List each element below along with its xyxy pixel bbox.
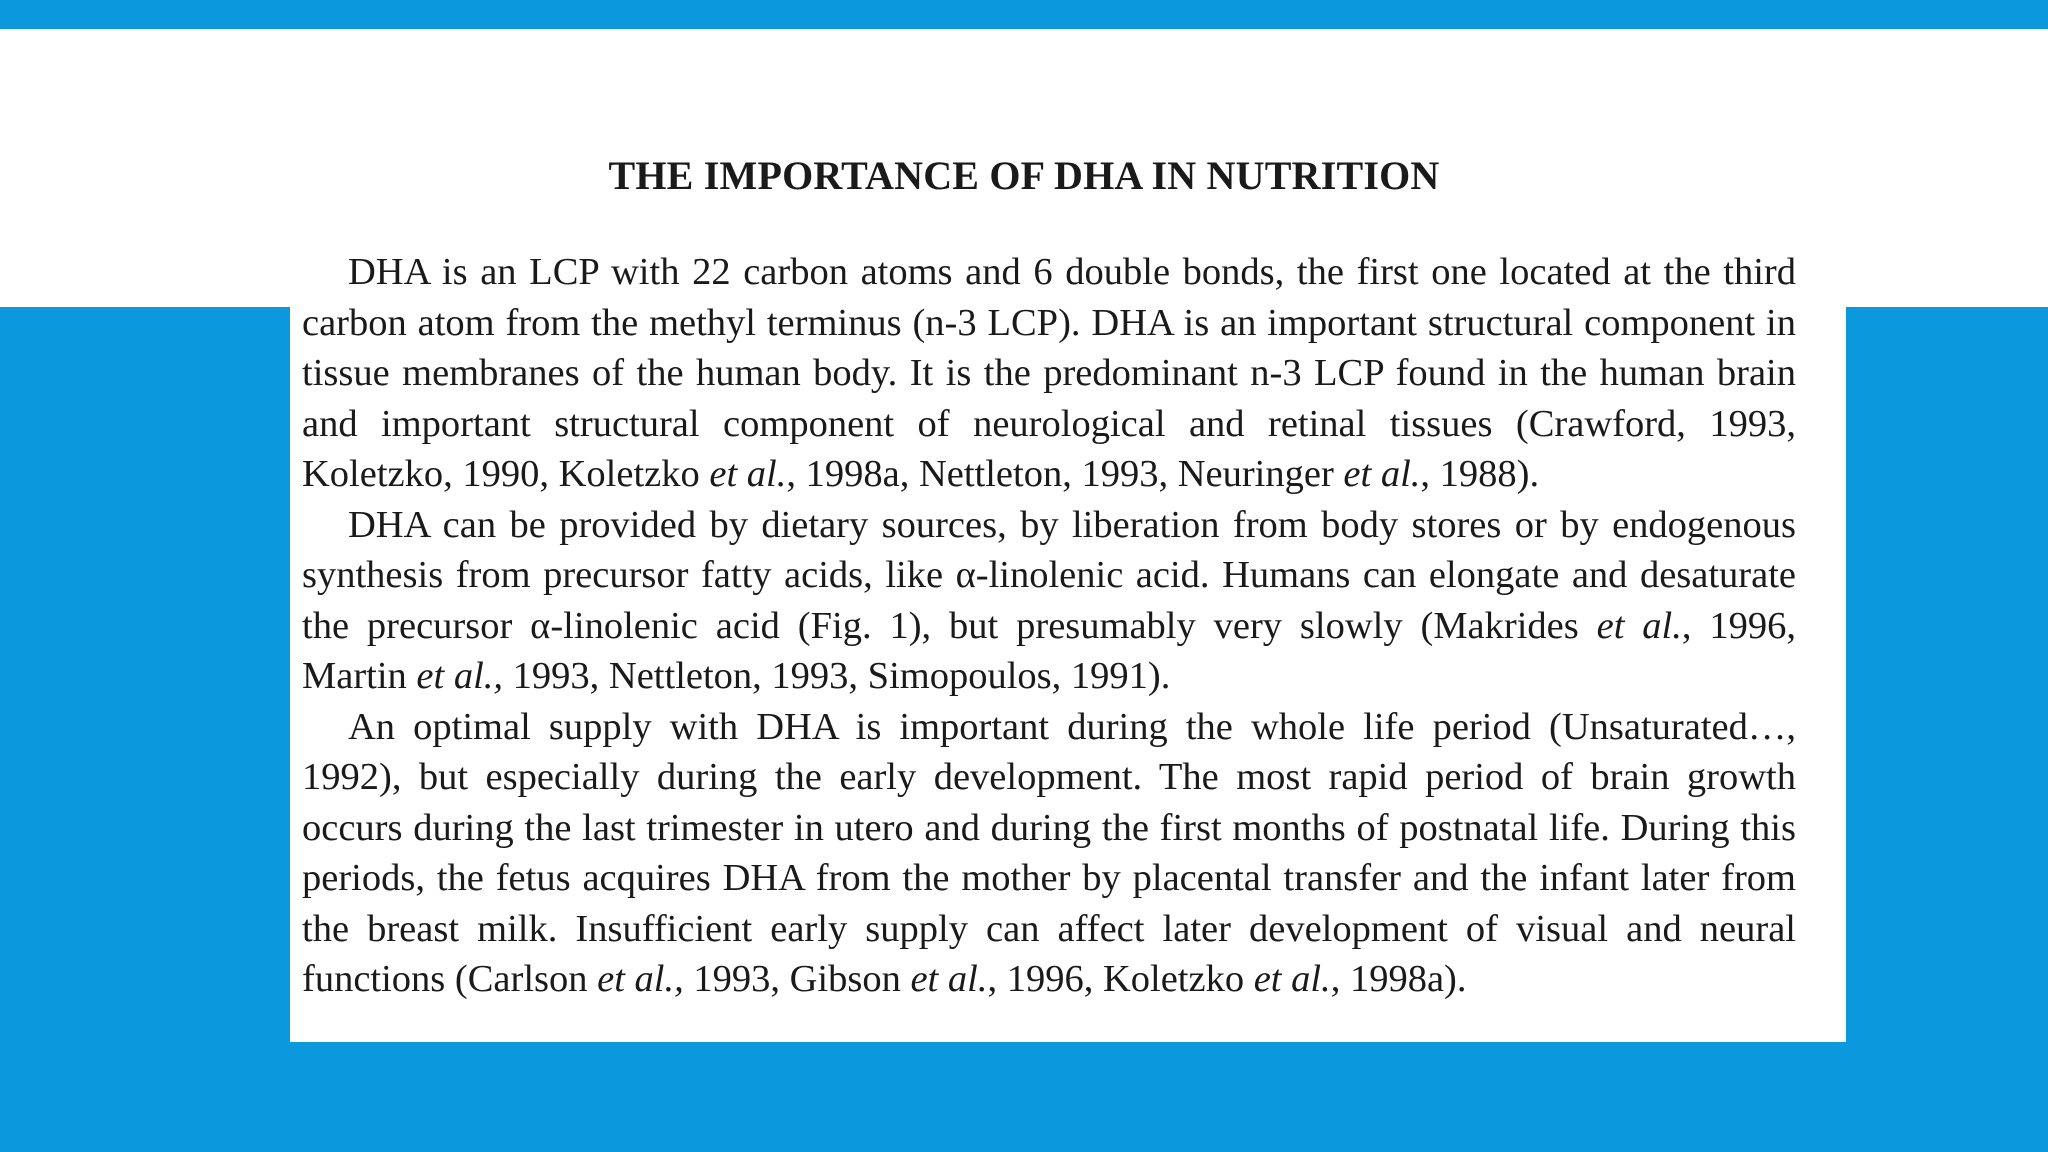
paragraph-3-run-3: 1993, Gibson [683, 958, 911, 1000]
paragraph-1 [302, 247, 1796, 500]
citation-et-al: et al., [416, 655, 504, 697]
paragraph-3-run-5: , 1996, Koletzko [987, 958, 1254, 1000]
citation-et-al: et al. [1596, 604, 1682, 647]
paragraph-3 [302, 702, 1796, 1005]
document-body [302, 247, 1796, 1005]
citation-et-al: et al. [1253, 958, 1331, 1000]
paragraph-3-run-1: An optimal supply with DHA is important during the whole life period (Unsaturated…, 1992), but especially during the early development. The most rapid period of brain growth occurs during the last trimester in utero and during the first months of postnatal life. During this periods, the fetus acquires DHA from the mother by placental transfer and the infant later from the breast milk. Insufficient early supply can affect later development of visual and neural functions (Carlson [302, 705, 1796, 1000]
paragraph-1-run-1: DHA is an LCP with 22 carbon atoms and 6 double bonds, the first one located at the third carbon atom from the methyl terminus (n-3 LCP). DHA is an important structural component in tissue membranes of the human body. It is the predominant n-3 LCP found in the human brain and important structural component of neurological and retinal tissues (Crawford, 1993, Koletzko, 1990, Koletzko [302, 251, 1796, 495]
paragraph-1-run-5: , 1988). [1420, 453, 1540, 495]
citation-et-al: et al. [709, 453, 787, 495]
paragraph-2-run-5: 1993, Nettleton, 1993, Simopoulos, 1991). [503, 655, 1171, 697]
document-title: THE IMPORTANCE OF DHA IN NUTRITION [608, 153, 1440, 198]
citation-et-al: et al. [910, 958, 988, 1000]
paragraph-2 [302, 500, 1796, 702]
paragraph-2-run-3: , 1996, Martin [302, 604, 1797, 697]
paragraph-1-run-3: , 1998a, Nettleton, 1993, Neuringer [786, 453, 1344, 495]
paragraph-2-run-1: DHA can be provided by dietary sources, by liberation from body stores or by endogenous synthesis from precursor fatty acids, like α-linolenic acid. Humans can elongate and desaturate the precursor α-linolenic acid (Fig. 1), but presumably very slowly (Makrides [302, 503, 1796, 647]
citation-et-al: et al., [597, 958, 684, 1000]
paragraph-3-run-7: , 1998a). [1330, 958, 1467, 1000]
citation-et-al: et al. [1343, 453, 1421, 495]
